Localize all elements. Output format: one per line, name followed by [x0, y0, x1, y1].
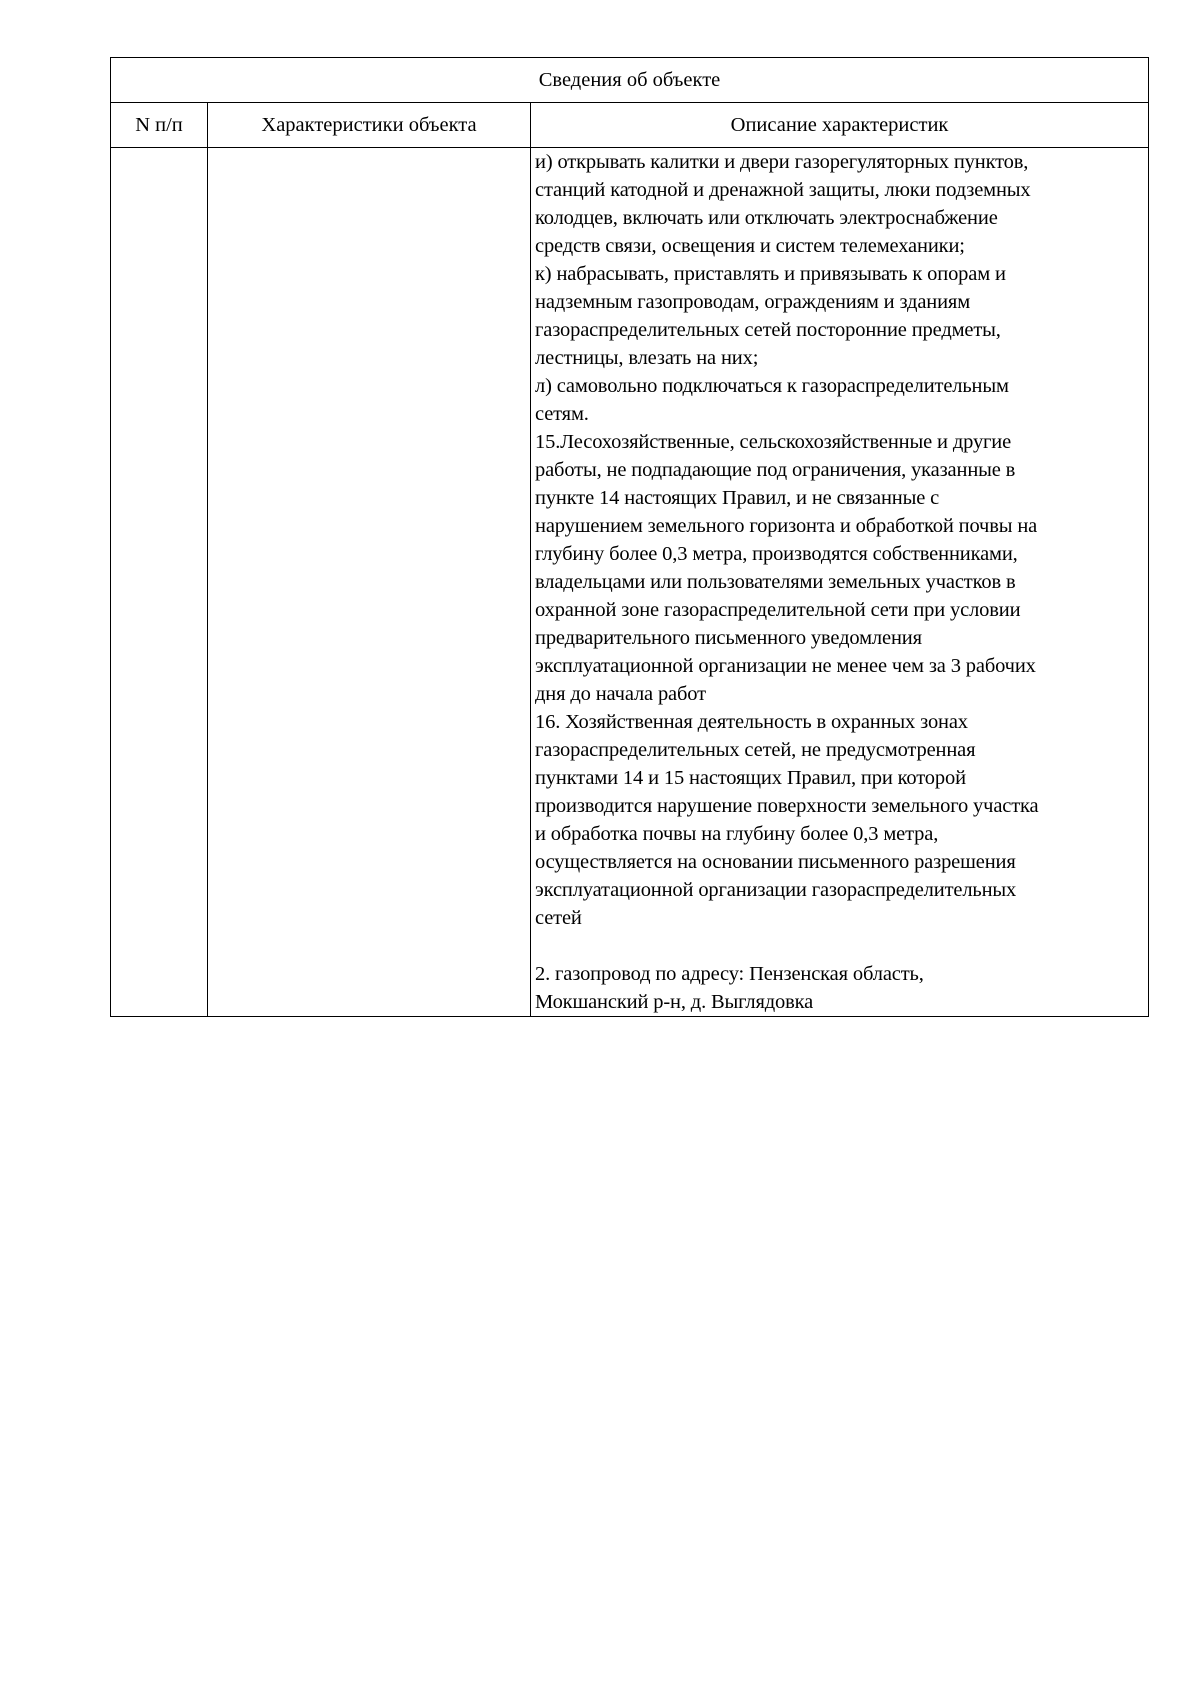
- description-line: станций катодной и дренажной защиты, люки подземных: [535, 179, 1031, 201]
- description-line: осуществляется на основании письменного разрешения: [535, 851, 1016, 873]
- description-line: [535, 932, 1146, 960]
- description-line: 2. газопровод по адресу: Пензенская область,: [535, 963, 924, 985]
- description-line: газораспределительных сетей посторонние предметы,: [535, 319, 1001, 341]
- description-line: надземным газопроводам, ограждениям и зданиям: [535, 291, 971, 313]
- description-line: владельцами или пользователями земельных участков в: [535, 571, 1016, 593]
- description-line: средств связи, освещения и систем телемеханики;: [535, 235, 965, 257]
- description-line: Мокшанский р-н, д. Выглядовка: [535, 991, 814, 1013]
- description-line: эксплуатационной организации газораспределительных: [535, 879, 1017, 901]
- description-line: эксплуатационной организации не менее чем за 3 рабочих: [535, 655, 1036, 677]
- header-description: Описание характеристик: [531, 103, 1149, 148]
- description-line: газораспределительных сетей, не предусмотренная: [535, 739, 976, 761]
- object-info-table: [110, 57, 1149, 1017]
- description-line: глубину более 0,3 метра, производятся собственниками,: [535, 543, 1018, 565]
- description-text: [535, 148, 1146, 1016]
- description-line: и) открывать калитки и двери газорегуляторных пунктов,: [535, 151, 1029, 173]
- description-line: 16. Хозяйственная деятельность в охранных зонах: [535, 711, 968, 733]
- description-line: сетей: [535, 907, 582, 929]
- description-line: производится нарушение поверхности земельного участка: [535, 795, 1039, 817]
- table-title-row: [111, 58, 1149, 103]
- cell-characteristics: [208, 148, 531, 1017]
- description-line: охранной зоне газораспределительной сети при условии: [535, 599, 1021, 621]
- description-line: и обработка почвы на глубину более 0,3 метра,: [535, 823, 939, 845]
- description-line: дня до начала работ: [535, 683, 706, 705]
- description-line: лестницы, влезать на них;: [535, 347, 759, 369]
- table-header-row: [111, 103, 1149, 148]
- description-line: колодцев, включать или отключать электроснабжение: [535, 207, 998, 229]
- header-characteristics: Характеристики объекта: [208, 103, 531, 148]
- cell-description: [531, 148, 1149, 1017]
- description-line: предварительного письменного уведомления: [535, 627, 922, 649]
- description-line: 15.Лесохозяйственные, сельскохозяйственные и другие: [535, 431, 1012, 453]
- description-line: нарушением земельного горизонта и обработкой почвы на: [535, 515, 1038, 537]
- description-line: к) набрасывать, приставлять и привязывать к опорам и: [535, 263, 1006, 285]
- description-line: сетям.: [535, 403, 589, 425]
- description-line: л) самовольно подключаться к газораспределительным: [535, 375, 1009, 397]
- description-line: пунктами 14 и 15 настоящих Правил, при которой: [535, 767, 966, 789]
- header-num: N п/п: [111, 103, 208, 148]
- description-line: работы, не подпадающие под ограничения, указанные в: [535, 459, 1016, 481]
- cell-num: [111, 148, 208, 1017]
- table-row: [111, 148, 1149, 1017]
- table-title: Сведения об объекте: [111, 58, 1149, 103]
- description-line: пункте 14 настоящих Правил, и не связанные с: [535, 487, 940, 509]
